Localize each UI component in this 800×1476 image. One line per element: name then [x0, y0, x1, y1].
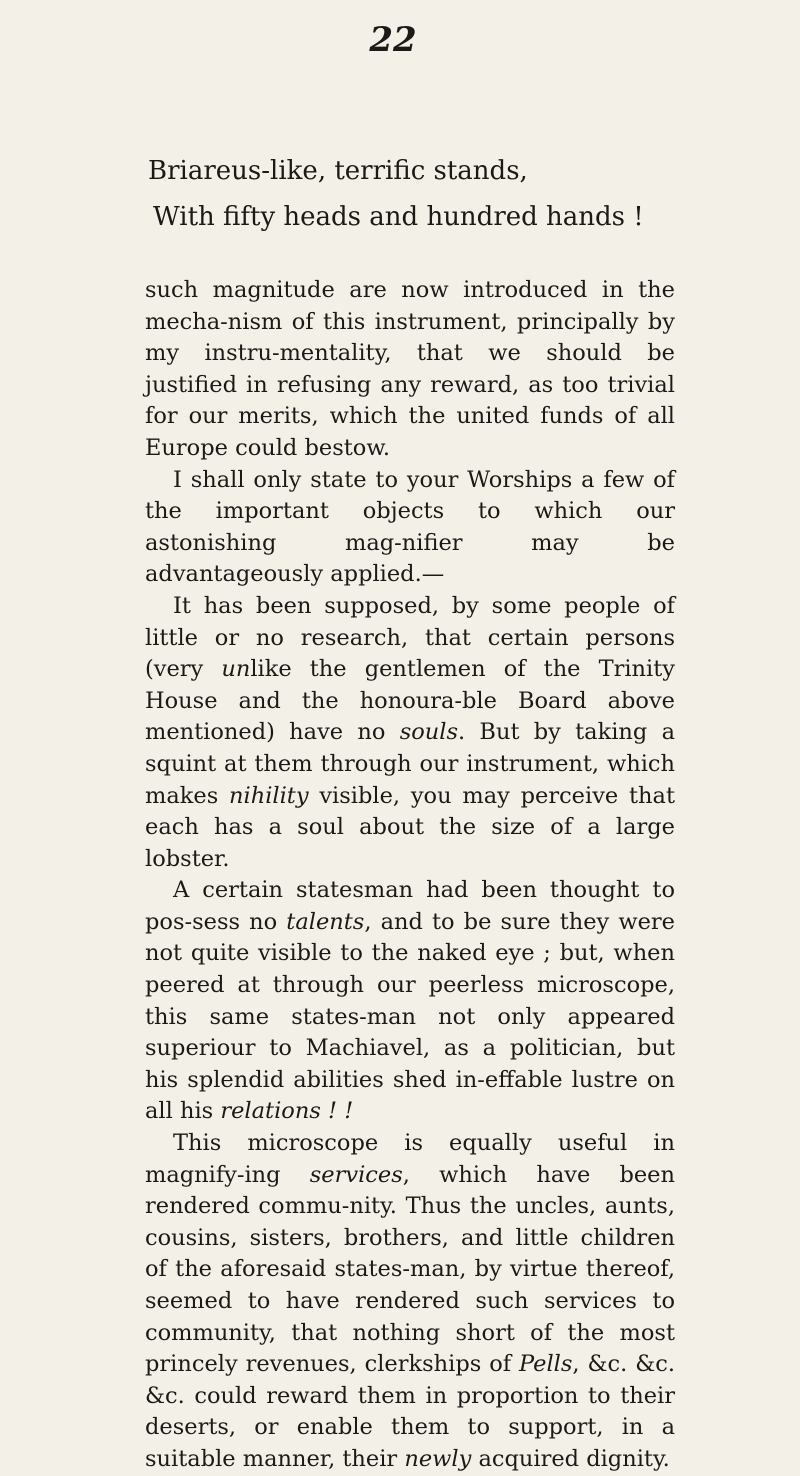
text-run: visible, you may perceive that each has a soul about the size of a large lobster.	[145, 782, 675, 872]
text-run: , &c. &c. &c. could reward them in proportion to their deserts, or enable them to support, in a suitable manner, their	[145, 1351, 675, 1472]
italic-text: ! !	[320, 1098, 354, 1125]
paragraph-3	[145, 591, 675, 875]
paragraph-1: such magnitude are now introduced in the mecha-nism of this instrument, principally by my instru-mentality, that we should be justified in refusing any reward, as too trivial for our merits, which the united funds of all Europe could bestow.	[145, 277, 675, 461]
paragraph-4	[145, 875, 675, 1128]
verse-line-2: With fifty heads and hundred hands !	[153, 202, 644, 232]
italic-text: Pells	[519, 1351, 573, 1378]
italic-text: un	[221, 656, 251, 683]
text-run: A certain statesman had been thought to pos-sess no	[145, 877, 675, 935]
paragraph-2: I shall only state to your Worships a few of the important objects to which our astonishing mag-nifier may be advantageously applied.—	[145, 466, 675, 588]
body-text	[145, 275, 675, 1476]
verse-line-1: Briareus-like, terrific stands,	[148, 156, 528, 186]
text-run: like the gentlemen of the Trinity House and the honoura-ble Board above mentioned) have no	[145, 656, 675, 746]
verse-epigraph	[148, 148, 644, 240]
text-run: , and to be sure they were not quite visible to the naked eye ; but, when peered at through our peerless microscope, this same states-man not only appeared superiour to Machiavel, as a politician, but his splendid abilities shed in-effable lustre on all his	[145, 908, 675, 1125]
italic-text: souls	[399, 719, 459, 746]
italic-text: relations	[220, 1098, 321, 1125]
text-run: This microscope is equally useful in magnify-ing	[145, 1130, 675, 1188]
text-run: , which have been rendered commu-nity. Thus the uncles, aunts, cousins, sisters, brothers, and little children of the aforesaid states-man, by virtue thereof, seemed to have rendered such services to community, that nothing short of the most princely revenues, clerkships of	[145, 1161, 675, 1378]
page-number: 22	[369, 20, 417, 60]
text-run: acquired dignity.	[471, 1445, 670, 1472]
italic-text: talents	[286, 908, 365, 935]
text-run: . But by taking a squint at them through our instrument, which makes	[145, 719, 675, 809]
italic-text: services	[309, 1161, 403, 1188]
paragraph-5	[145, 1128, 675, 1476]
text-run: It has been supposed, by some people of little or no research, that certain persons (very	[145, 592, 675, 683]
italic-text: nihility	[229, 782, 309, 809]
italic-text: newly	[404, 1445, 472, 1472]
